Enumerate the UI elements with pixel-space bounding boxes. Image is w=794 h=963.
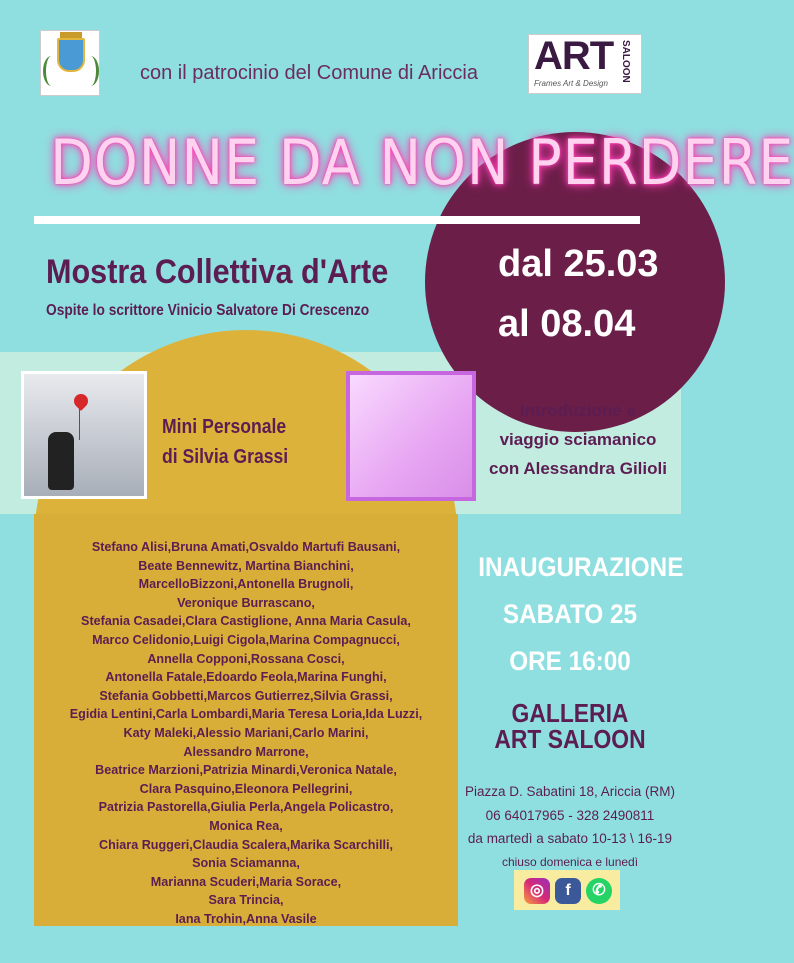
mini-personale-text [162,412,288,472]
date-to: al 08.04 [498,303,636,345]
artist-line: Alessandro Marrone, [183,744,309,759]
facebook-icon[interactable]: f [555,878,581,904]
patronage-text: con il patrocinio del Comune di Ariccia [140,62,478,84]
artist-line: MarcelloBizzoni,Antonella Brugnoli, [138,577,354,592]
gallery-line-2: ART SALOON [494,724,646,754]
event-title: DONNE DA NON PERDERE [50,126,794,199]
artist-line: Egidia Lentini,Carla Lombardi,Maria Teresa Loria,Ida Luzzi, [69,707,423,722]
shamanic-artwork-image [350,375,472,497]
artist-line: Annella Copponi,Rossana Cosci, [147,651,345,666]
artist-line: Beatrice Marzioni,Patrizia Minardi,Veronica Natale, [95,763,397,778]
event-subtitle: Mostra Collettiva d'Arte [46,253,389,291]
inauguration-time: ORE 16:00 [509,646,631,676]
intro-line-3: con Alessandra Gilioli [489,459,667,478]
artist-line: Stefania Gobbetti,Marcos Gutierrez,Silvia Grassi, [99,688,393,703]
gallery-name [480,700,660,752]
artist-line: Beate Bennewitz, Martina Bianchini, [138,558,354,573]
guest-text: Ospite lo scrittore Vinicio Salvatore Di Crescenzo [46,302,370,319]
crest-laurel-right-icon [82,56,99,86]
social-bar [514,870,620,910]
instagram-icon[interactable]: ◎ [524,878,550,904]
balloon-girl-artwork [21,371,147,499]
mini-line-2: di Silvia Grassi [162,446,289,468]
artist-line: Sonia Sciamanna, [192,856,300,871]
logo-art-text: ART [534,34,614,78]
artist-line: Marianna Scuderi,Maria Sorace, [150,874,342,889]
address-text: Piazza D. Sabatini 18, Ariccia (RM) [464,784,676,799]
artist-line: Monica Rea, [209,818,283,833]
artist-line: Katy Maleki,Alessio Mariani,Carlo Marini, [123,725,369,740]
logo-saloon-text: SALOON [620,40,631,83]
gallery-line-1: GALLERIA [511,698,629,728]
artist-line: Patrizia Pastorella,Giulia Perla,Angela Policastro, [98,800,394,815]
closed-text: chiuso domenica e lunedì [501,854,639,869]
artist-line: Stefano Alisi,Bruna Amati,Osvaldo Martufi Bausani, [91,540,401,554]
intro-text [488,396,668,483]
artists-list [40,538,452,928]
heart-balloon-icon [71,391,91,411]
whatsapp-icon[interactable]: ✆ [586,878,612,904]
crest-laurel-left-icon [43,56,60,86]
artist-line: Stefania Casadei,Clara Castiglione, Anna Maria Casula, [81,614,411,629]
hours-text: da martedì a sabato 10-13 \ 16-19 [467,831,673,846]
phone-text: 06 64017965 - 328 2490811 [485,807,655,823]
artist-line: Veronique Burrascano, [177,595,315,610]
inauguration-day: SABATO 25 [502,599,638,629]
artist-line: Marco Celidonio,Luigi Cigola,Marina Compagnucci, [92,632,400,647]
inauguration-label: INAUGURAZIONE [478,552,684,582]
shamanic-artwork [346,371,476,501]
girl-silhouette-icon [48,432,74,490]
artist-line: Clara Pasquino,Eleonora Pellegrini, [139,781,353,796]
balloon-string-icon [79,406,80,440]
artist-line: Chiara Ruggeri,Claudia Scalera,Marika Scarchilli, [99,837,393,852]
intro-line-2: viaggio sciamanico [499,430,657,449]
contact-block [462,780,678,874]
artist-line: Antonella Fatale,Edoardo Feola,Marina Funghi, [105,670,387,685]
date-from: dal 25.03 [498,243,659,285]
mini-line-1: Mini Personale [162,416,287,438]
intro-line-1: Introduzione e [519,401,637,420]
artist-line: Iana Trohin,Anna Vasile [175,911,317,926]
artist-line: Sara Trincia, [208,893,284,908]
title-divider [34,216,640,224]
crest-shield-icon [57,38,85,72]
logo-tagline: Frames Art & Design [534,79,608,88]
inauguration-block [478,544,684,685]
